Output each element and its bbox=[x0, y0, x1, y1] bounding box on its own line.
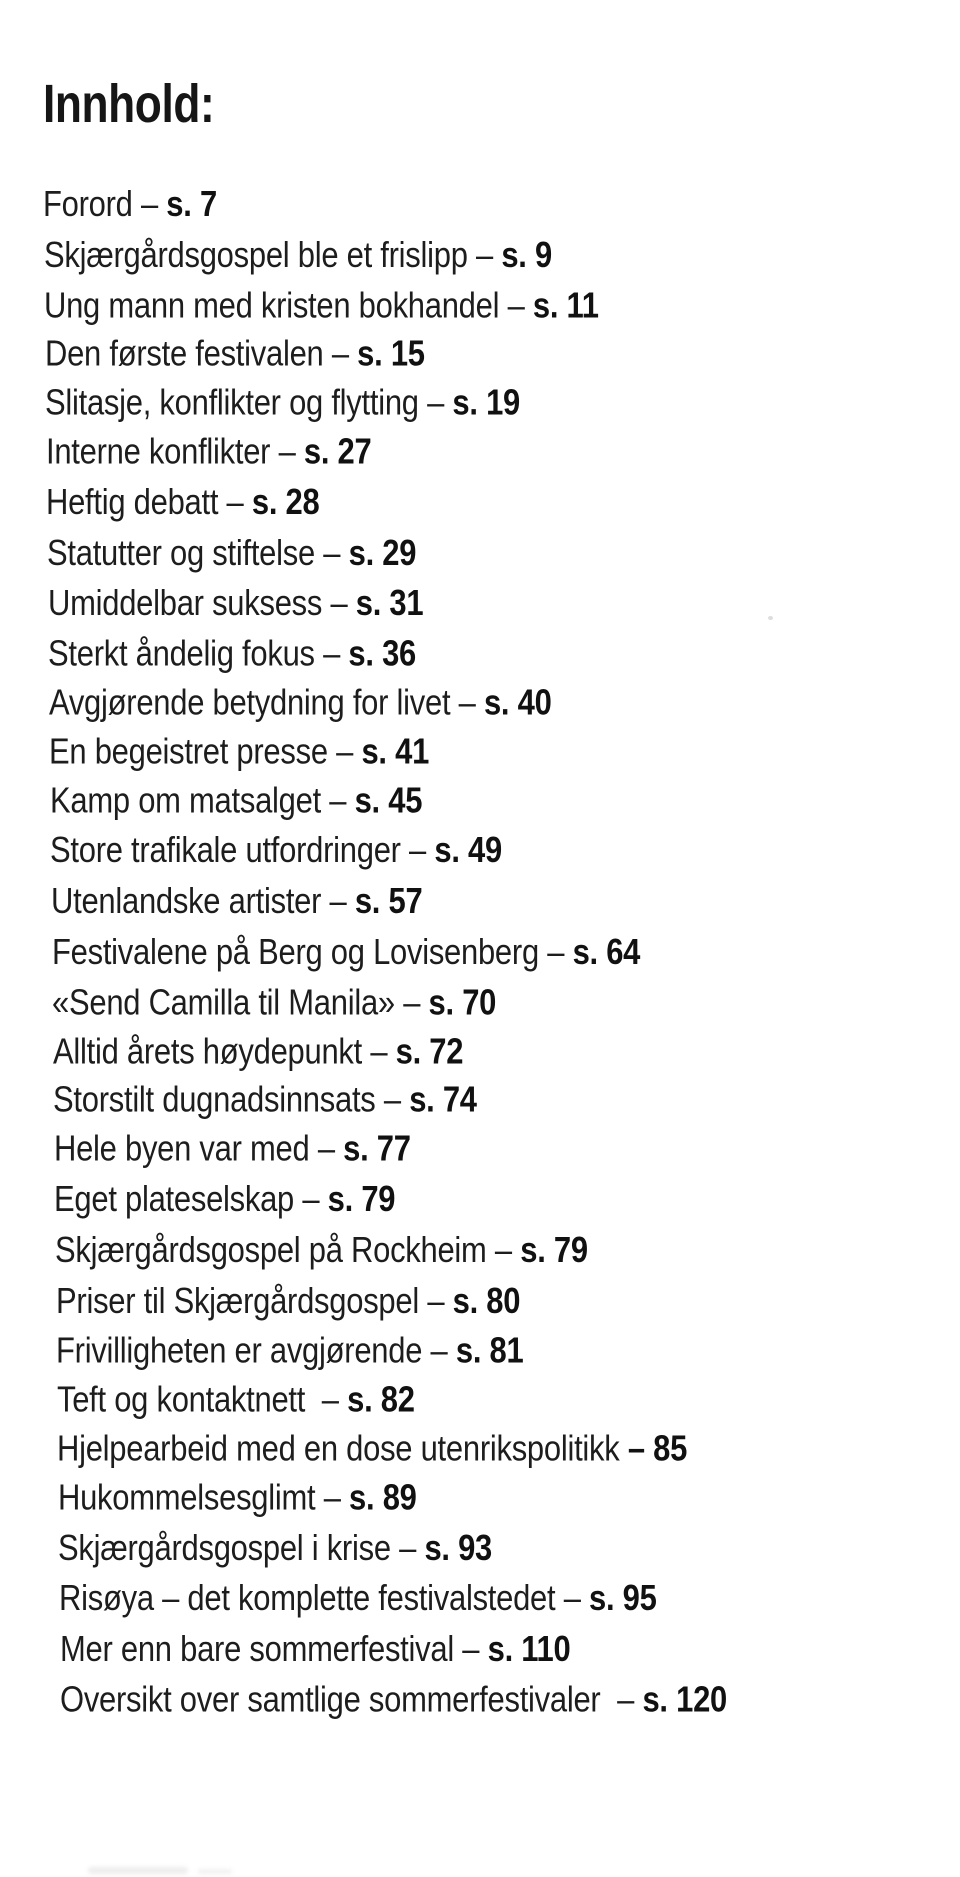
entry-title: Statutter og stiftelse bbox=[46, 531, 315, 573]
scan-speck-artifact bbox=[768, 616, 773, 620]
toc-entry bbox=[52, 927, 960, 977]
toc-entry-line bbox=[57, 1423, 687, 1473]
entry-separator: – bbox=[361, 1030, 396, 1072]
toc-list bbox=[0, 179, 960, 1723]
entry-title: Slitasje, konflikter og flytting bbox=[45, 381, 420, 423]
entry-page-number: s. 82 bbox=[346, 1378, 415, 1420]
toc-entry bbox=[52, 977, 960, 1027]
entry-title: Forord bbox=[43, 183, 133, 224]
entry-page-number: s. 28 bbox=[252, 480, 320, 522]
entry-separator: – bbox=[321, 880, 355, 922]
entry-separator: – bbox=[375, 1078, 410, 1120]
entry-separator: – bbox=[419, 381, 453, 423]
toc-entry-line bbox=[52, 927, 640, 977]
entry-separator: – bbox=[320, 779, 355, 821]
toc-entry-line bbox=[46, 427, 371, 477]
entry-separator: – bbox=[449, 681, 484, 723]
toc-entry bbox=[47, 528, 960, 578]
toc-entry-line bbox=[58, 1523, 492, 1573]
toc-entry bbox=[55, 1225, 960, 1275]
entry-title: Eget plateselskap bbox=[54, 1177, 295, 1219]
entry-separator: – bbox=[321, 582, 356, 624]
toc-entry bbox=[56, 1276, 960, 1326]
toc-entry bbox=[54, 1124, 960, 1174]
entry-title: Den første festivalen bbox=[44, 332, 324, 374]
toc-entry bbox=[45, 329, 960, 379]
toc-entry-line bbox=[56, 1276, 520, 1326]
entry-title: Teft og kontaktnett bbox=[56, 1378, 305, 1420]
toc-entry-line bbox=[51, 876, 422, 926]
toc-entry-line bbox=[53, 1026, 463, 1076]
entry-separator: – bbox=[304, 1378, 347, 1420]
entry-page-number: s. 29 bbox=[348, 531, 417, 573]
entry-page-number: s. 95 bbox=[588, 1577, 657, 1619]
toc-entry bbox=[59, 1573, 960, 1623]
entry-page-number: s. 93 bbox=[424, 1526, 493, 1568]
entry-title: Alltid årets høydepunkt bbox=[52, 1030, 362, 1072]
toc-entry bbox=[49, 678, 960, 728]
entry-title: «Send Camilla til Manila» bbox=[52, 981, 395, 1023]
toc-entry-line bbox=[44, 280, 599, 330]
toc-entry-line bbox=[43, 179, 217, 229]
entry-separator: – bbox=[314, 531, 349, 573]
toc-entry bbox=[45, 378, 960, 428]
entry-title: En begeistret presse bbox=[49, 730, 329, 772]
toc-entry-line bbox=[55, 1225, 588, 1275]
toc-entry bbox=[46, 477, 960, 527]
entry-page-number: s. 79 bbox=[328, 1177, 396, 1219]
entry-separator: – bbox=[323, 332, 357, 374]
toc-entry bbox=[57, 1423, 960, 1473]
entry-page-number: s. 15 bbox=[356, 332, 425, 374]
toc-entry bbox=[57, 1375, 960, 1425]
entry-title: Interne konflikter bbox=[45, 430, 271, 472]
toc-entry bbox=[46, 427, 960, 477]
toc-entry-line bbox=[45, 378, 520, 428]
entry-page-number: s. 79 bbox=[520, 1228, 588, 1270]
entry-page-number: s. 49 bbox=[434, 829, 503, 871]
toc-entry bbox=[56, 1326, 960, 1376]
entry-title: Mer enn bare sommerfestival bbox=[59, 1628, 454, 1670]
entry-title: Storstilt dugnadsinnsats bbox=[53, 1078, 376, 1120]
toc-entry-line bbox=[54, 1124, 411, 1174]
entry-title: Risøya – det komplette festivalstedet bbox=[58, 1577, 556, 1619]
entry-separator: – bbox=[422, 1329, 456, 1371]
entry-page-number: s. 89 bbox=[348, 1476, 417, 1518]
entry-title: Frivilligheten er avgjørende bbox=[56, 1329, 423, 1371]
scan-smudge-artifact bbox=[88, 1867, 188, 1874]
entry-title: Skjærgårdsgospel på Rockheim bbox=[54, 1228, 487, 1270]
page-title bbox=[43, 74, 252, 134]
entry-separator: – bbox=[270, 430, 304, 472]
entry-separator: – bbox=[418, 1279, 453, 1321]
entry-separator: – bbox=[499, 283, 534, 325]
toc-entry-line bbox=[50, 825, 502, 875]
entry-title: Ung mann med kristen bokhandel bbox=[44, 283, 500, 325]
entry-page-number: s. 9 bbox=[500, 233, 552, 275]
toc-entry bbox=[44, 280, 960, 330]
entry-page-number: s. 70 bbox=[428, 981, 497, 1023]
entry-title: Skjærgårdsgospel i krise bbox=[58, 1526, 392, 1568]
toc-entry bbox=[53, 1026, 960, 1076]
scan-smudge-artifact bbox=[198, 1869, 232, 1874]
toc-entry-line bbox=[50, 775, 422, 825]
toc-entry bbox=[60, 1624, 960, 1674]
entry-separator: – bbox=[538, 931, 573, 973]
toc-entry-line bbox=[60, 1624, 570, 1674]
toc-entry bbox=[54, 1174, 960, 1224]
toc-entry-line bbox=[56, 1326, 523, 1376]
toc-entry bbox=[49, 726, 960, 776]
entry-separator: – bbox=[401, 829, 435, 871]
entry-separator: – bbox=[391, 1526, 425, 1568]
entry-page-number: s. 74 bbox=[409, 1078, 478, 1120]
entry-separator: – bbox=[394, 981, 429, 1023]
toc-entry-line bbox=[60, 1674, 727, 1724]
entry-separator: – bbox=[486, 1228, 521, 1270]
entry-page-number: s. 64 bbox=[572, 931, 640, 973]
toc-entry-line bbox=[46, 477, 319, 527]
entry-title: Store trafikale utfordringer bbox=[50, 829, 402, 871]
entry-title: Heftig debatt bbox=[46, 480, 219, 522]
toc-entry bbox=[51, 876, 960, 926]
toc-entry bbox=[50, 775, 960, 825]
entry-title: Sterkt åndelig fokus bbox=[48, 632, 315, 674]
entry-page-number: 85 bbox=[653, 1427, 688, 1469]
entry-page-number: s. 36 bbox=[348, 632, 417, 674]
toc-entry bbox=[53, 1075, 960, 1125]
entry-separator: – bbox=[600, 1678, 643, 1720]
entry-separator: – bbox=[315, 1476, 349, 1518]
entry-title: Hukommelsesglimt bbox=[57, 1476, 316, 1518]
entry-title: Priser til Skjærgårdsgospel bbox=[55, 1279, 419, 1321]
entry-page-number: s. 45 bbox=[354, 779, 423, 821]
entry-page-number: s. 72 bbox=[395, 1030, 463, 1072]
entry-separator: – bbox=[328, 730, 362, 772]
toc-entry-line bbox=[49, 726, 429, 776]
toc-entry bbox=[48, 629, 960, 679]
toc-entry bbox=[50, 825, 960, 875]
toc-entry-line bbox=[58, 1472, 417, 1522]
toc-entry-line bbox=[48, 578, 423, 628]
toc-entry bbox=[43, 179, 960, 229]
entry-page-number: s. 7 bbox=[166, 183, 217, 224]
entry-separator: – bbox=[619, 1427, 654, 1469]
entry-page-number: s. 80 bbox=[452, 1279, 520, 1321]
entry-title: Skjærgårdsgospel ble et frislipp bbox=[43, 233, 468, 275]
entry-title: Hjelpearbeid med en dose utenrikspolitikk bbox=[57, 1427, 620, 1469]
entry-separator: – bbox=[132, 183, 167, 224]
toc-entry-line bbox=[48, 629, 416, 679]
entry-title: Oversikt over samtlige sommerfestivaler bbox=[60, 1678, 601, 1720]
page-title-text: Innhold: bbox=[43, 74, 215, 134]
entry-page-number: s. 19 bbox=[452, 381, 521, 423]
toc-entry-line bbox=[59, 1573, 657, 1623]
entry-title: Kamp om matsalget bbox=[49, 779, 321, 821]
entry-title: Hele byen var med bbox=[53, 1127, 310, 1169]
entry-page-number: s. 120 bbox=[642, 1678, 728, 1720]
entry-separator: – bbox=[467, 233, 501, 275]
entry-separator: – bbox=[218, 480, 253, 522]
entry-page-number: s. 110 bbox=[487, 1628, 570, 1670]
toc-entry-line bbox=[53, 1075, 477, 1125]
entry-title: Avgjørende betydning for livet bbox=[48, 681, 450, 723]
entry-separator: – bbox=[294, 1177, 329, 1219]
entry-title: Utenlandske artister bbox=[50, 880, 322, 922]
toc-entry bbox=[60, 1674, 960, 1724]
entry-page-number: s. 31 bbox=[355, 582, 423, 624]
entry-page-number: s. 41 bbox=[361, 730, 430, 772]
entry-page-number: s. 81 bbox=[455, 1329, 524, 1371]
entry-page-number: s. 11 bbox=[533, 283, 599, 325]
toc-entry-line bbox=[57, 1375, 415, 1425]
entry-page-number: s. 40 bbox=[483, 681, 552, 723]
entry-page-number: s. 27 bbox=[303, 430, 372, 472]
toc-entry bbox=[44, 230, 960, 280]
toc-entry-line bbox=[49, 678, 552, 728]
entry-page-number: s. 57 bbox=[354, 880, 423, 922]
toc-entry-line bbox=[47, 528, 416, 578]
toc-entry bbox=[58, 1472, 960, 1522]
entry-separator: – bbox=[453, 1628, 488, 1670]
toc-entry bbox=[48, 578, 960, 628]
toc-entry-line bbox=[54, 1174, 395, 1224]
toc-entry-line bbox=[52, 977, 496, 1027]
entry-separator: – bbox=[314, 632, 349, 674]
entry-separator: – bbox=[555, 1577, 589, 1619]
entry-page-number: s. 77 bbox=[342, 1127, 411, 1169]
toc-entry bbox=[58, 1523, 960, 1573]
entry-title: Festivalene på Berg og Lovisenberg bbox=[51, 931, 539, 973]
entry-title: Umiddelbar suksess bbox=[47, 582, 322, 624]
toc-entry-line bbox=[44, 230, 552, 280]
toc-entry-line bbox=[45, 329, 425, 379]
entry-separator: – bbox=[309, 1127, 343, 1169]
